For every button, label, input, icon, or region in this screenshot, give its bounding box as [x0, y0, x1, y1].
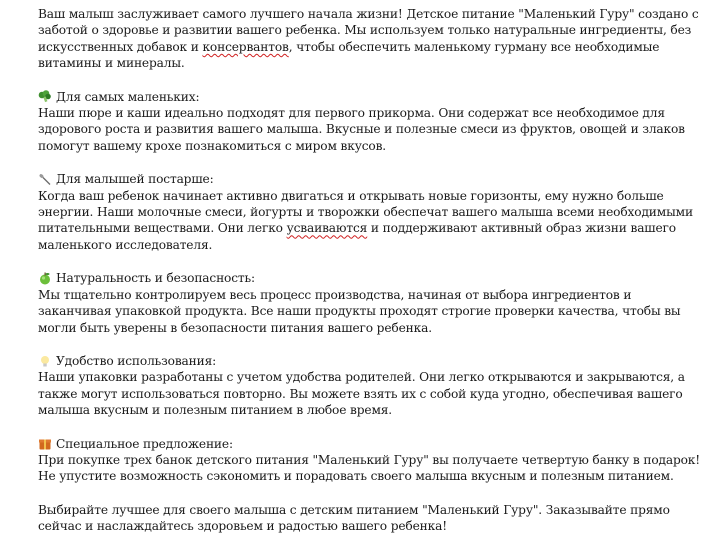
section-body-text: Когда ваш ребенок начинает активно двигаться и открывать новые горизонты, ему нужно больше энергии. Наши молочные смеси, йогурты и творожки обеспечат вашего малыша всеми необходимыми питательными веществами. Они легко	[38, 188, 693, 236]
section-heading	[38, 436, 708, 452]
section-body	[38, 188, 708, 254]
section-heading-text: Для малышей постарше:	[56, 172, 214, 187]
broccoli-icon	[38, 90, 52, 103]
document-page[interactable]	[38, 6, 708, 535]
section-body: При покупке трех банок детского питания "Маленький Гуру" вы получаете четвертую банку в подарок! Не упустите возможность сэкономить и порадовать своего малыша вкусным и полезным питанием.	[38, 452, 701, 484]
gift-icon	[38, 437, 52, 450]
closing-paragraph: Выбирайте лучшее для своего малыша с детским питанием "Маленький Гуру". Заказывайте прямо сейчас и наслаждайтесь здоровьем и радостью вашего ребенка!	[38, 502, 670, 534]
section-heading	[38, 171, 708, 187]
spoon-icon	[38, 173, 52, 186]
section-heading-text: Натуральность и безопасность:	[56, 271, 255, 286]
section-body: Наши пюре и каши идеально подходят для первого прикорма. Они содержат все необходимое для здорового роста и развития вашего малыша. Вкусные и полезные смеси из фруктов, овощей и злаков помогут вашему крохе познакомиться с миром вкусов.	[38, 106, 685, 153]
section-body: Наши упаковки разработаны с учетом удобства родителей. Они легко открываются и закрываются, а также могут использоваться повторно. Вы можете взять их с собой куда угодно, обеспечивая вашего малыша вкусным и полезным питанием в любое время.	[38, 370, 685, 418]
intro-paragraph	[38, 6, 708, 72]
section-body: Мы тщательно контролируем весь процесс производства, начиная от выбора ингредиентов и заканчивая упаковкой продукта. Все наши продукты проходят строгие проверки качества, чтобы вы могли быть уверены в безопасности питания вашего ребенка.	[38, 287, 681, 335]
misspelled-word[interactable]: усваиваются	[286, 221, 368, 236]
section-heading	[38, 270, 708, 286]
light-bulb-icon	[38, 355, 52, 368]
intro-text: Ваш малыш заслуживает самого лучшего начала жизни! Детское питание "Маленький Гуру" создано с заботой о здоровье и развитии вашего ребенка. Мы используем только натуральные ингредиенты, без искусственных добавок и	[38, 7, 699, 54]
section-heading-text: Специальное предложение:	[56, 436, 233, 451]
section-heading	[38, 89, 708, 105]
misspelled-word[interactable]: консервантов	[202, 39, 289, 54]
section-heading-text: Для самых маленьких:	[56, 89, 200, 104]
section-heading	[38, 353, 708, 369]
intro-text-end: , чтобы обеспечить маленькому гурману все необходимые витамины и минералы.	[38, 39, 660, 71]
section-heading-text: Удобство использования:	[56, 353, 217, 368]
green-apple-icon	[38, 272, 52, 285]
section-body-text-end: и поддерживают активный образ жизни вашего маленького исследователя.	[38, 221, 676, 252]
